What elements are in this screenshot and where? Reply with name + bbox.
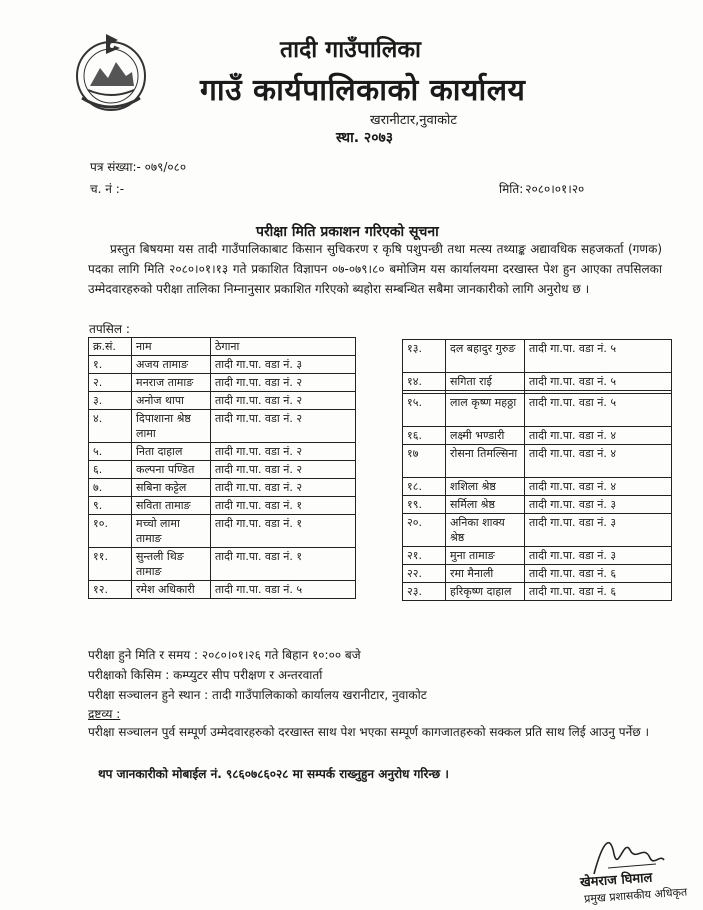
table-row [403, 478, 672, 496]
table-row [403, 547, 672, 565]
table-row [89, 581, 356, 599]
cell-sn: २२. [403, 565, 446, 583]
cell-address: तादी गा.पा. वडा नं. ५ [525, 340, 672, 373]
org-name: तादी गाउँपालिका [280, 37, 421, 63]
cell-address: तादी गा.पा. वडा नं. १ [211, 548, 356, 581]
detail-label: तपसिल : [89, 322, 130, 336]
cell-sn: १६. [403, 427, 446, 445]
cell-sn: १४. [403, 373, 446, 391]
table-row [89, 479, 356, 497]
cell-address: तादी गा.पा. वडा नं. ३ [525, 514, 672, 547]
table-row [89, 497, 356, 515]
cell-sn: ४. [89, 410, 132, 443]
date-label: मिति: [499, 182, 524, 196]
table-row [403, 340, 672, 373]
notice-body: प्रस्तुत बिषयमा यस तादी गाउँपालिकाबाट किसान सुचिकरण र कृषि पशुपन्छी तथा मत्स्य तथ्याङ्क अद्यावधिक सहजकर्ता (गणक) पदका लागि मिति २०८०।०१।१३ गते प्रकाशित विज्ञापन ०७-०७९।८० बमोजिम यस कार्यालयमा दरखास्त पेश हुन आएका तपसिलका उम्मेदवारहरुको परीक्षा तालिका निम्नानुसार प्रकाशित गरिएको ब्यहोरा सम्बन्धित सबैमा जानकारीको लागि अनुरोध छ । [88, 242, 662, 296]
candidate-table-right [402, 339, 672, 601]
cell-address: तादी गा.पा. वडा नं. ४ [525, 427, 672, 445]
table-row [89, 548, 356, 581]
table-row [89, 356, 356, 374]
cell-name: शशिला श्रेष्ठ [446, 478, 525, 496]
letter-number: पत्र संख्या:- ०७९/०८० [90, 160, 187, 174]
cell-address: तादी गा.पा. वडा नं. ५ [211, 581, 356, 599]
dispatch-number: च. नं :- [90, 182, 125, 196]
table-row [403, 427, 672, 445]
cell-address: तादी गा.पा. वडा नं. ३ [211, 356, 356, 374]
office-name: गाउँ कार्यपालिकाको कार्यालय [200, 73, 526, 108]
table-row [89, 374, 356, 392]
cell-name: सुन्तली थिङ तामाङ [132, 548, 211, 581]
cell-address: तादी गा.पा. वडा नं. ६ [525, 565, 672, 583]
table-row [403, 565, 672, 583]
table-row [403, 445, 672, 478]
cell-sn: २३. [403, 583, 446, 601]
cell-address: तादी गा.पा. वडा नं. २ [211, 410, 356, 443]
cell-name: रोसना तिमल्सिना [446, 445, 525, 478]
cell-name: सबिना कट्टेल [132, 479, 211, 497]
table-row [403, 373, 672, 391]
table-row [403, 514, 672, 547]
table-row [403, 496, 672, 514]
exam-datetime: परीक्षा हुने मिति र समय : २०८०।०१।२६ गते बिहान १०:०० बजे [88, 648, 361, 662]
cell-sn: ११. [89, 548, 132, 581]
cell-sn: ५. [89, 443, 132, 461]
table-row [89, 515, 356, 548]
cell-name: अनिका शाक्य श्रेष्ठ [446, 514, 525, 547]
cell-address: तादी गा.पा. वडा नं. ३ [525, 496, 672, 514]
table-row [89, 443, 356, 461]
cell-sn: १०. [89, 515, 132, 548]
cell-name: अजय तामाङ [132, 356, 211, 374]
cell-sn: २. [89, 374, 132, 392]
date-value: २०८०।०१।२० [525, 182, 585, 196]
cell-sn: १२. [89, 581, 132, 599]
cell-address: तादी गा.पा. वडा नं. ३ [525, 547, 672, 565]
cell-sn: १. [89, 356, 132, 374]
cell-name: अनोज थापा [132, 392, 211, 410]
note-label: द्रष्टव्य : [88, 707, 121, 721]
cell-sn: ३. [89, 392, 132, 410]
cell-name: मनराज तामाङ [132, 374, 211, 392]
cell-address: तादी गा.पा. वडा नं. २ [211, 392, 356, 410]
cell-name: रमा मैनाली [446, 565, 525, 583]
cell-name: कल्पना पण्डित [132, 461, 211, 479]
office-address: खरानीटार,नुवाकोट [370, 113, 457, 128]
cell-address: तादी गा.पा. वडा नं. २ [211, 443, 356, 461]
signatory-title: प्रमुख प्रशासकीय अधिकृत [583, 885, 688, 906]
table-row [403, 394, 672, 427]
cell-name: मच्चो लामा तामाङ [132, 515, 211, 548]
signatory-name: खेमराज घिमाल [579, 870, 653, 891]
cell-name: मुना तामाङ [446, 547, 525, 565]
header-address: ठेगाना [211, 338, 356, 356]
cell-address: तादी गा.पा. वडा नं. ५ [525, 394, 672, 427]
exam-type: परीक्षाको किसिम : कम्प्युटर सीप परीक्षण र अन्तरवार्ता [88, 668, 323, 682]
candidate-table-left [88, 337, 356, 599]
cell-address: तादी गा.पा. वडा नं. २ [211, 461, 356, 479]
cell-name: निता दाहाल [132, 443, 211, 461]
cell-name: सविता तामाङ [132, 497, 211, 515]
header-name: नाम [132, 338, 211, 356]
cell-address: तादी गा.पा. वडा नं. ४ [525, 478, 672, 496]
cell-name: दिपाशाना श्रेष्ठ लामा [132, 410, 211, 443]
cell-sn: ६. [89, 461, 132, 479]
header-sn: क्र.सं. [89, 338, 132, 356]
cell-name: लक्ष्मी भण्डारी [446, 427, 525, 445]
contact-line: थप जानकारीको मोबाईल नं. ९८६०७८६०२८ मा सम्पर्क राख्नुहुन अनुरोध गरिन्छ । [98, 767, 449, 781]
table-row [89, 461, 356, 479]
cell-sn: २१. [403, 547, 446, 565]
note-text: परीक्षा सञ्चालन पुर्व सम्पूर्ण उम्मेदवारहरुको दरखास्त साथ पेश भएका सम्पूर्ण कागजातहरुको सक्कल प्रति साथ लिई आउनु पर्नेछ । [88, 725, 650, 739]
established-year: स्था. २०७३ [336, 130, 394, 146]
cell-sn: १८. [403, 478, 446, 496]
cell-sn: ७. [89, 479, 132, 497]
cell-sn: २०. [403, 514, 446, 547]
cell-sn: १९. [403, 496, 446, 514]
cell-address: तादी गा.पा. वडा नं. २ [211, 374, 356, 392]
cell-address: तादी गा.पा. वडा नं. ५ [525, 373, 672, 391]
cell-name: सर्मिला श्रेष्ठ [446, 496, 525, 514]
cell-sn: ९. [89, 497, 132, 515]
table-row [89, 392, 356, 410]
cell-address: तादी गा.पा. वडा नं. १ [211, 497, 356, 515]
cell-address: तादी गा.पा. वडा नं. १ [211, 515, 356, 548]
cell-sn: १७ [403, 445, 446, 478]
cell-sn: १५. [403, 394, 446, 427]
notice-title: परीक्षा मिति प्रकाशन गरिएको सूचना [256, 224, 439, 240]
cell-name: सगिता राई [446, 373, 525, 391]
table-row [89, 410, 356, 443]
table-row [403, 583, 672, 601]
emblem-icon [66, 28, 156, 118]
cell-address: तादी गा.पा. वडा नं. ४ [525, 445, 672, 478]
table-header-row [89, 338, 356, 356]
notice-date [497, 180, 584, 197]
cell-name: हरिकृष्ण दाहाल [446, 583, 525, 601]
cell-sn: १३. [403, 340, 446, 373]
cell-address: तादी गा.पा. वडा नं. २ [211, 479, 356, 497]
cell-name: रमेश अधिकारी [132, 581, 211, 599]
cell-address: तादी गा.पा. वडा नं. ६ [525, 583, 672, 601]
cell-name: दल बहादुर गुरुङ [446, 340, 525, 373]
exam-venue: परीक्षा सञ्चालन हुने स्थान : तादी गाउँपालिकाको कार्यालय खरानीटार, नुवाकोट [88, 688, 427, 702]
cell-name: लाल कृष्ण महठ्ठा [446, 394, 525, 427]
